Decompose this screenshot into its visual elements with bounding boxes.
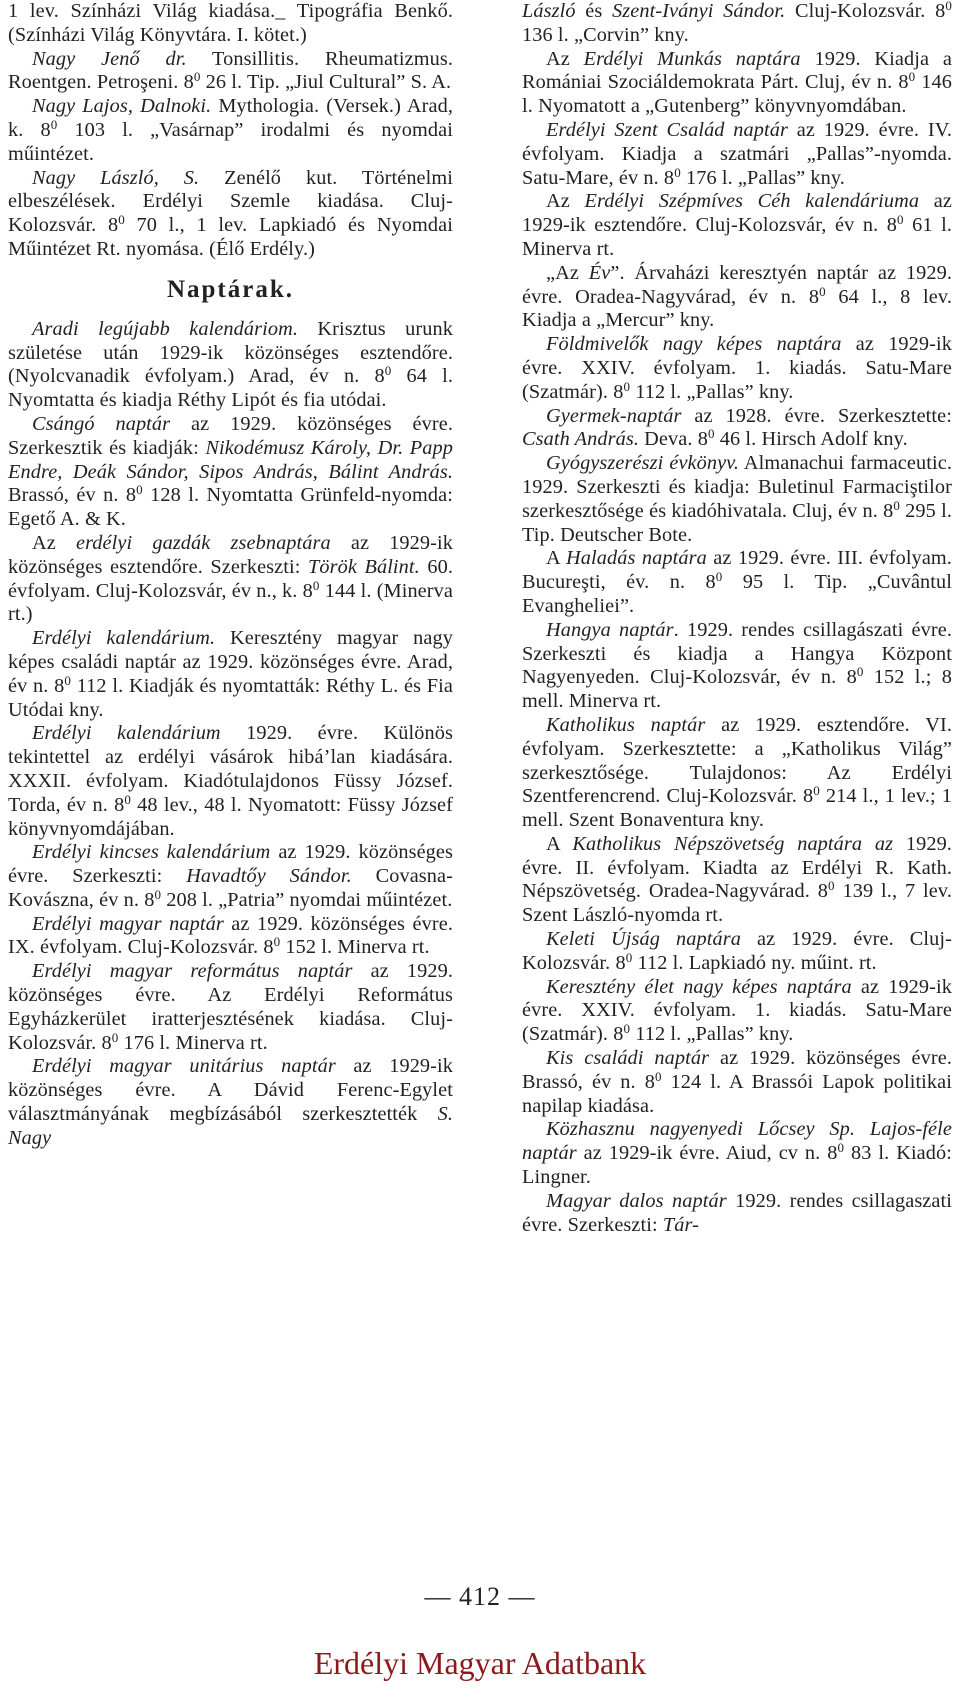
entry-text: 48 lev., 48 l. Nyomatott: Füssy József könyvnyomdájában.	[8, 793, 453, 840]
entry-text: az 1929. közönséges évre. Az Erdélyi Református Egyházkerület iratterjesztésének kiadása. Cluj-Kolozsvár. 8	[8, 960, 454, 1054]
format-superscript: 0	[837, 1140, 845, 1156]
bibliography-entry	[8, 48, 453, 96]
entry-text: Az	[546, 190, 585, 213]
bibliography-entry	[8, 841, 453, 912]
entry-text: 124 l. A Brassói Lapok politikai napilap kiadása.	[522, 1070, 952, 1117]
bibliography-entry	[522, 119, 952, 190]
format-superscript: 0	[896, 212, 904, 228]
entry-title: Erdélyi kincses kalendárium	[32, 841, 271, 864]
entry-text: Mythologia. (Versek.) Arad, k. 8	[8, 95, 454, 141]
format-superscript: 0	[50, 116, 58, 132]
entry-text: „Az	[546, 261, 589, 284]
entry-text: az 1929. közönséges évre. Szerkeszti:	[8, 841, 454, 888]
entry-text: Keresztény magyar nagy képes családi naptár az 1929. közönséges évre. Arad, év n. 8	[8, 627, 453, 697]
entry-text: Tonsillitis. Rheumatizmus. Roentgen. Petroşeni. 8	[8, 47, 453, 94]
entry-text: az 1929. évre. IV. évfolyam. Kiadja a szatmári „Pallas”-nyomda. Satu-Mare, év n. 8	[522, 118, 952, 189]
entry-text: Zenélő kut. Történelmi elbeszélések. Erdélyi Szemle kiadása. Cluj-Kolozsvár. 8	[8, 166, 454, 237]
entry-title: Gyermek-naptár	[546, 404, 682, 427]
format-superscript: 0	[715, 569, 723, 585]
bibliography-entry	[522, 547, 952, 618]
bibliography-entry	[8, 913, 453, 961]
bibliography-entry	[522, 405, 952, 453]
entry-title: Magyar dalos naptár	[546, 1189, 727, 1212]
entry-title: Erdélyi Szent Család naptár	[546, 118, 788, 141]
entry-title: Gyógyszerészi évkönyv.	[546, 452, 739, 475]
entry-text: az 1929. esztendőre. VI. évfolyam. Szerkesztette: a „Katholikus Világ” szerkesztősége. Tulajdonos: Az Erdélyi Szentferencrend. Cluj-Kolozsvár. 8	[522, 713, 952, 808]
format-superscript: 0	[654, 1068, 662, 1084]
bibliography-entry	[522, 190, 952, 261]
bibliography-entry	[8, 627, 453, 722]
entry-title: Aradi legújabb kalendáriom.	[32, 317, 299, 340]
entry-title: Erdélyi Szépmíves Céh kalendáriuma	[584, 190, 920, 213]
entry-text: 95 l. Tip. „Cuvântul Evangheliei”.	[522, 571, 952, 617]
format-superscript: 0	[273, 934, 281, 950]
entry-title: Erdélyi kalendárium	[32, 722, 221, 745]
entry-editors: Szent-Iványi Sándor.	[612, 0, 786, 22]
entry-text: az 1929-ik évre. XXIV. évfolyam. 1. kiadás. Satu-Mare (Szatmár). 8	[522, 975, 952, 1046]
right-column	[522, 0, 952, 1237]
format-superscript: 0	[623, 1021, 631, 1037]
entry-text: Almanachui farmaceutic. 1929. Szerkeszti és kiadja: Buletinul Farmaciştilor szerkesztősége és kiadóhivatala. Cluj, év n. 8	[522, 452, 952, 522]
entry-text: Deva. 8	[639, 428, 708, 451]
entry-title: Hangya naptár	[546, 618, 674, 641]
entry-text: 136 l. „Corvin” kny.	[522, 23, 689, 46]
entry-text: A	[546, 547, 567, 570]
entry-text: az 1929-ik közönséges esztendőre. Szerkeszti:	[8, 531, 453, 578]
bibliography-entry	[8, 0, 453, 48]
entry-editors: S. Nagy	[8, 1103, 453, 1149]
bibliography-entry	[522, 0, 952, 48]
entry-text: az 1929. közönséges évre. Brassó, év n. 8	[522, 1047, 953, 1093]
entry-text: 1929. évre. II. évfolyam. Kiadta az Erdélyi R. Kath. Népszövetség. Oradea-Nagyvárad. 8	[522, 832, 952, 903]
entry-text: az 1929. évre. III. évfolyam. Bucureşti, év. n. 8	[522, 547, 952, 594]
entry-text: Cluj-Kolozsvár. 8	[785, 0, 946, 22]
entry-text: 1 lev. Színházi Világ kiadása._ Tipográfia Benkő. (Színházi Világ Könyvtára. I. kötet.)	[8, 0, 453, 46]
bibliography-entry	[522, 262, 952, 333]
entry-title: erdélyi gazdák zsebnaptára	[75, 531, 331, 554]
left-column	[8, 0, 453, 1151]
entry-text: 46 l. Hirsch Adolf kny.	[714, 428, 908, 451]
entry-editors: Tár-	[662, 1213, 699, 1236]
entry-text: 176 l. „Pallas” kny.	[680, 166, 845, 189]
entry-author: Nagy Jenő dr.	[32, 47, 187, 70]
format-superscript: 0	[674, 164, 681, 180]
entry-editors: Havadtőy Sándor.	[186, 865, 352, 888]
entry-text: 112 l. Kiadják és nyomtatták: Réthy L. és Fia Utódai kny.	[8, 674, 453, 721]
entry-text: az 1929-ik esztendőre. Cluj-Kolozsvár, év n. 8	[522, 190, 953, 237]
bibliography-entry	[8, 722, 453, 841]
entry-text: 208 l. „Patria” nyomdai műintézet.	[161, 888, 453, 911]
bibliography-entry	[522, 1047, 952, 1118]
format-superscript: 0	[707, 426, 715, 442]
format-superscript: 0	[154, 886, 162, 902]
format-superscript: 0	[124, 791, 131, 807]
entry-text: A	[546, 832, 573, 855]
bibliography-entry	[8, 960, 453, 1055]
format-superscript: 0	[312, 577, 320, 593]
entry-editors: László	[522, 0, 576, 22]
entry-text: 128 l. Nyomtatta Grünfeld-nyomda: Egető A. & K.	[8, 484, 453, 531]
format-superscript: 0	[625, 949, 633, 965]
entry-text: Covasna-Kovászna, év n. 8	[8, 865, 453, 911]
format-superscript: 0	[136, 482, 143, 498]
entry-text: 1929. évre. Különös tekintettel az erdélyi vásárok hibá’lan kiadására. XXXII. évfolyam. Kiadótulajdonos Füssy József. Torda, év n. 8	[8, 722, 453, 816]
entry-text: 144 l. (Minerva rt.)	[8, 579, 453, 626]
entry-text: 214 l., 1 lev.; 1 mell. Szent Bonaventura kny.	[522, 785, 953, 832]
entry-editors: Török Bálint.	[308, 555, 420, 578]
format-superscript: 0	[908, 69, 916, 85]
entry-text: az 1929. közönséges évre. Szerkesztik és kiadják:	[8, 412, 453, 459]
entry-text: 70 l., 1 lev. Lapkiadó és Nyomdai Műintézet Rt. nyomása. (Élő Erdély.)	[8, 214, 453, 260]
entry-text: 1929. rendes csillagaszati évre. Szerkeszti:	[522, 1189, 952, 1236]
entry-text: az 1928. évre. Szerkesztette:	[681, 404, 952, 427]
bibliography-entry	[522, 333, 952, 404]
entry-author: Nagy Lajos, Dalnoki.	[32, 95, 212, 118]
entry-text: 146 l. Nyomatott a „Gutenberg” könyvnyomdában.	[522, 71, 952, 118]
entry-text: Krisztus urunk születése után 1929-ik közönséges esztendőre. (Nyolcvanadik évfolyam.) Arad, év n. 8	[8, 317, 453, 388]
bibliography-entry	[8, 318, 453, 413]
entry-editors: Nikodémusz Károly, Dr. Papp Endre, Deák Sándor, Sipos András, Bálint András.	[8, 436, 453, 483]
entry-text: az 1929-ik évre. XXIV. évfolyam. 1. kiadás. Satu-Mare (Szatmár). 8	[522, 333, 952, 403]
entry-author: Nagy László, S.	[32, 166, 200, 189]
format-superscript: 0	[813, 783, 820, 799]
bibliography-entry	[8, 95, 453, 166]
entry-editors: Csath András.	[522, 428, 640, 451]
entry-text: az 1929. közönséges évre. IX. évfolyam. Cluj-Kolozsvár. 8	[8, 912, 453, 959]
format-superscript: 0	[193, 69, 201, 85]
format-superscript: 0	[111, 1029, 119, 1045]
format-superscript: 0	[819, 283, 826, 299]
entry-text: 64 l., 8 lev. Kiadja a „Mercur” kny.	[522, 285, 952, 332]
entry-text: 152 l.; 8 mell. Minerva rt.	[522, 666, 952, 713]
format-superscript: 0	[64, 672, 71, 688]
entry-title: Csángó naptár	[32, 412, 171, 435]
entry-text: ”. Árvaházi keresztyén naptár az 1929. évre. Oradea-Nagyvárad, év n. 8	[522, 261, 952, 308]
entry-text: 103 l. „Vasárnap” irodalmi és nyomdai műintézet.	[8, 118, 453, 165]
entry-text: 83 l. Kiadó: Lingner.	[522, 1142, 952, 1189]
entry-title: Keresztény élet nagy képes naptára	[546, 975, 852, 998]
entry-text: és	[575, 0, 613, 22]
entry-text: 1929. Kiadja a Romániai Szociáldemokrata Párt. Cluj, év n. 8	[522, 47, 952, 94]
entry-title: Erdélyi magyar református naptár	[32, 960, 353, 983]
format-superscript: 0	[945, 0, 953, 13]
entry-title: Földmivelők nagy képes naptára	[546, 333, 842, 356]
bibliography-entry	[522, 452, 952, 547]
bibliography-entry	[8, 532, 453, 627]
entry-title: Katholikus Népszövetség naptára az	[572, 832, 894, 855]
entry-text: az 1929-ik közönséges évre. A Dávid Ferenc-Egylet választmányának megbízásából szerkesztették	[8, 1055, 454, 1126]
format-superscript: 0	[856, 664, 864, 680]
bibliography-entry	[8, 413, 453, 532]
format-superscript: 0	[893, 497, 900, 513]
entry-title: Haladás naptára	[566, 547, 707, 570]
format-superscript: 0	[118, 212, 125, 228]
entry-text: Az	[32, 531, 76, 554]
entry-text: 60. évfolyam. Cluj-Kolozsvár, év n., k. 8	[8, 555, 453, 602]
entry-title: Keleti Újság naptára	[546, 928, 741, 951]
entry-text: Az	[546, 47, 584, 70]
entry-text: 26 l. Tip. „Jiul Cultural” S. A.	[200, 71, 452, 94]
bibliography-entry	[522, 833, 952, 928]
format-superscript: 0	[384, 363, 392, 379]
entry-title: Év	[588, 261, 611, 284]
entry-text: 139 l., 7 lev. Szent László-nyomda rt.	[522, 880, 952, 927]
entry-title: Erdélyi kalendárium.	[32, 627, 216, 650]
entry-title: Kis családi naptár	[546, 1047, 710, 1070]
bibliography-entry	[522, 48, 952, 119]
entry-text: 112 l. Lapkiadó ny. műint. rt.	[632, 951, 877, 974]
entry-text: az 1929-ik évre. Aiud, cv n. 8	[576, 1142, 838, 1165]
bibliography-entry	[8, 1055, 453, 1150]
entry-text: 64 l. Nyomtatta és kiadja Réthy Lipót és fia utódai.	[8, 365, 453, 412]
entry-text: Brassó, év n. 8	[8, 484, 137, 507]
entry-text: 112 l. „Pallas” kny.	[630, 1023, 794, 1046]
entry-title: Közhasznu nagyenyedi Lőcsey Sp. Lajos-féle naptár	[522, 1118, 952, 1165]
section-heading: Naptárak.	[166, 275, 295, 303]
entry-text: 112 l. „Pallas” kny.	[630, 380, 794, 403]
format-superscript: 0	[828, 878, 835, 894]
entry-title: Katholikus naptár	[546, 713, 706, 736]
entry-title: Erdélyi magyar naptár	[32, 912, 224, 935]
bibliography-entry	[522, 1190, 952, 1238]
entry-text: 152 l. Minerva rt.	[280, 936, 430, 959]
bibliography-entry	[522, 976, 952, 1047]
footer-site-title: Erdélyi Magyar Adatbank	[313, 1645, 647, 1681]
bibliography-entry	[522, 928, 952, 976]
page-number: — 412 —	[424, 1582, 536, 1611]
bibliography-entry	[522, 714, 952, 833]
entry-text: 176 l. Minerva rt.	[118, 1031, 268, 1054]
entry-text: . 1929. rendes csillagászati évre. Szerkeszti és kiadja a Hangya Központ Nagyenyeden. Cluj-Kolozsvár, év n. 8	[522, 618, 952, 689]
bibliography-entry	[8, 167, 453, 262]
entry-text: 61 l. Minerva rt.	[522, 214, 952, 260]
format-superscript: 0	[623, 378, 631, 394]
bibliography-entry	[522, 1118, 952, 1189]
entry-text: az 1929. évre. Cluj-Kolozsvár. 8	[522, 928, 952, 974]
entry-title: Erdélyi Munkás naptára	[583, 47, 801, 70]
entry-title: Erdélyi magyar unitárius naptár	[32, 1055, 336, 1078]
entry-text: 295 l. Tip. Deutscher Bote.	[522, 499, 952, 546]
bibliography-entry	[522, 619, 952, 714]
